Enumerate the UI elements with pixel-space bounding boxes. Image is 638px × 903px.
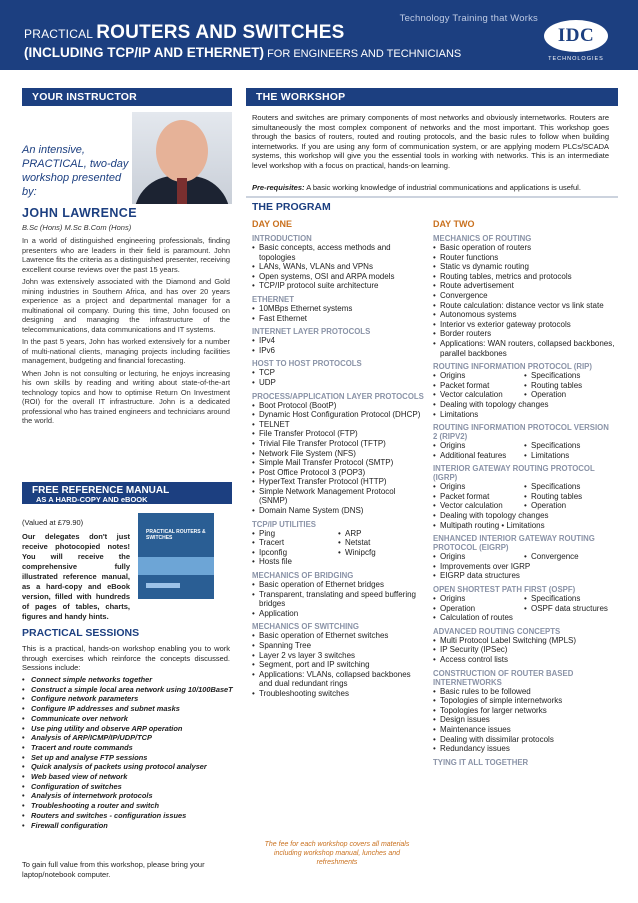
list-item: • Ping — [252, 529, 338, 539]
list-item: • IP Security (IPSec) — [433, 645, 615, 655]
list-item: • Dynamic Host Configuration Protocol (DHCP) — [252, 410, 424, 420]
list-item: • Convergence — [433, 291, 615, 301]
section-heading: INTERNET LAYER PROTOCOLS — [252, 327, 371, 337]
list-item: • UDP — [252, 378, 424, 388]
list-item: • Router functions — [433, 253, 615, 263]
list-item: • OSPF data structures — [524, 604, 615, 614]
section-heading: OPEN SHORTEST PATH FIRST (OSPF) — [433, 585, 576, 595]
list-item: • Dealing with topology changes — [433, 511, 615, 521]
list-item: • LANs, WANs, VLANs and VPNs — [252, 262, 424, 272]
list-item: • Fast Ethernet — [252, 314, 424, 324]
list-item: • Configuration of switches — [22, 782, 234, 792]
day-two-heading: DAY TWO — [433, 219, 475, 229]
list-item: • Simple Mail Transfer Protocol (SMTP) — [252, 458, 424, 468]
practical-sessions-title: PRACTICAL SESSIONS — [22, 627, 140, 639]
reference-manual-banner: FREE REFERENCE MANUAL AS A HARD-COPY AND eBOOK — [22, 482, 232, 504]
list-item: • Segment, port and IP switching — [252, 660, 424, 670]
list-item: • Spanning Tree — [252, 641, 424, 651]
list-item: • Applications: WAN routers, collapsed backbones, parallel backbones — [433, 339, 615, 358]
list-item: • Specifications — [524, 482, 615, 492]
list-item: • 10MBps Ethernet systems — [252, 304, 424, 314]
section-heading: ROUTING INFORMATION PROTOCOL (RIP) — [433, 362, 592, 372]
list-item: • Packet format — [433, 381, 524, 391]
list-item: • Web based view of network — [22, 772, 234, 782]
list-item: • Redundancy issues — [433, 744, 615, 754]
list-item: • Analysis of internetwork protocols — [22, 791, 234, 801]
list-item: • Origins — [433, 371, 524, 381]
list-item: • Additional features — [433, 451, 524, 461]
list-item: • Multipath routing • Limitations — [433, 521, 615, 531]
tagline: Technology Training that Works — [399, 13, 538, 24]
list-item: • Routing tables, metrics and protocols — [433, 272, 615, 282]
list-item: • Connect simple networks together — [22, 675, 234, 685]
list-item: • Firewall configuration — [22, 821, 234, 831]
section-heading: ETHERNET — [252, 294, 295, 304]
section-workshop: THE WORKSHOP — [246, 88, 618, 106]
divider — [246, 196, 618, 198]
list-item: • Set up and analyse FTP sessions — [22, 753, 234, 763]
list-item: • Communicate over network — [22, 714, 234, 724]
list-item: • Applications: VLANs, collapsed backbones and dual redundant rings — [252, 670, 424, 689]
prerequisites: Pre-requisites: A basic working knowledge of industrial communications and applications is useful. — [252, 183, 581, 192]
section-heading: INTRODUCTION — [252, 234, 312, 243]
list-item: • Application — [252, 609, 424, 619]
list-item: • Topologies for larger networks — [433, 706, 615, 716]
list-item: • Limitations — [524, 451, 615, 461]
list-item: • Basic operation of Ethernet switches — [252, 631, 424, 641]
list-item: • Boot Protocol (BootP) — [252, 401, 424, 411]
list-item: • Layer 2 vs layer 3 switches — [252, 651, 424, 661]
program-title: THE PROGRAM — [252, 201, 331, 213]
section-heading: MECHANICS OF BRIDGING — [252, 571, 354, 581]
list-item: • Autonomous systems — [433, 310, 615, 320]
instructor-qualifications: B.Sc (Hons) M.Sc B.Com (Hons) — [22, 223, 132, 232]
section-instructor: YOUR INSTRUCTOR — [22, 88, 232, 106]
list-item: • File Transfer Protocol (FTP) — [252, 429, 424, 439]
practical-sessions-intro: This is a practical, hands-on workshop enabling you to work through exercises which reinforce the concepts discussed. Sessions include: — [22, 644, 230, 672]
list-item: • TCP/IP protocol suite architecture — [252, 281, 424, 291]
list-item: • Netstat — [338, 538, 424, 548]
list-item: • Vector calculation — [433, 390, 524, 400]
list-item: • Ipconfig — [252, 548, 338, 558]
list-item: • Route advertisement — [433, 281, 615, 291]
list-item: • Configure IP addresses and subnet masks — [22, 704, 234, 714]
list-item: • Interior vs exterior gateway protocols — [433, 320, 615, 330]
instructor-bio: In a world of distinguished engineering professionals, finding presenters who are leaders in their field is paramount. John Lawrence fits the criteria as a distinguished presenter, receiving excellent course reviews over the past 15 years. John was extensively associated with the Diamond and Gold mining industries in Southern Africa, and has over 20 years experience as a project and departmental manager for a multinational oil company. During this time, John focused on designing and managing the infrastructure of the telecommunications, data communications and IT systems. In the past 5 years, John has worked extensively for a number of multi-national clients, managing projects including facilities management, budgeting and financial forecasting. When John is not consulting or lecturing, he enjoys increasing his own skills by reading and writing about state-of-the-art technology topics and how to optimise Return On Investment (ROI) for the overall IT infrastructure. John is a dedicated professional who has trained engineers and technicians around the world. — [22, 236, 230, 425]
section-heading: MECHANICS OF ROUTING — [433, 234, 532, 243]
list-item: • Routing tables — [524, 381, 615, 391]
list-item: • Quick analysis of packets using protocol analyser — [22, 762, 234, 772]
section-heading: TYING IT ALL TOGETHER — [433, 757, 529, 767]
list-item: • Basic concepts, access methods and topologies — [252, 243, 424, 262]
practical-sessions-footer: To gain full value from this workshop, please bring your laptop/notebook computer. — [22, 860, 205, 879]
section-heading: INTERIOR GATEWAY ROUTING PROTOCOL (IGRP) — [433, 464, 595, 483]
list-item: • Trivial File Transfer Protocol (TFTP) — [252, 439, 424, 449]
list-item: • Post Office Protocol 3 (POP3) — [252, 468, 424, 478]
list-item: • EIGRP data structures — [433, 571, 615, 581]
list-item: • Open systems, OSI and ARPA models — [252, 272, 424, 282]
list-item: • Troubleshooting switches — [252, 689, 424, 699]
list-item: • Vector calculation — [433, 501, 524, 511]
list-item: • Origins — [433, 552, 524, 562]
list-item: • Operation — [524, 390, 615, 400]
instructor-name: JOHN LAWRENCE — [22, 206, 137, 220]
instructor-photo — [132, 112, 232, 204]
list-item: • Route calculation: distance vector vs link state — [433, 301, 615, 311]
list-item: • Packet format — [433, 492, 524, 502]
section-heading: TCP/IP UTILITIES — [252, 519, 316, 529]
list-item: • Static vs dynamic routing — [433, 262, 615, 272]
manual-description: Our delegates don't just receive photocopied notes! You will receive the comprehensive fully illustrated reference manual, as a hard-copy and eBook version, filled with hundreds of pages of tables, charts, figures and handy hints. — [22, 532, 130, 621]
list-item: • HyperText Transfer Protocol (HTTP) — [252, 477, 424, 487]
list-item: • Network File System (NFS) — [252, 449, 424, 459]
workshop-description: Routers and switches are primary components of most networks and obviously internetworks. Routers are simultaneously the most complex component of networks and the most important. This workshop goes through the basics of routers, routed and routing protocols, and the basic rules to follow when building internetworks. If you are using any form of communication system, or are applying modern PLCs/SCADA systems, this workshop will give you the essential tools in working with networks. This is an intermediate level workshop with a focus on practical, hands-on learning. — [252, 113, 609, 170]
list-item: • Construct a simple local area network using 10/100BaseT — [22, 685, 234, 695]
list-item: • Configure network parameters — [22, 694, 234, 704]
list-item: • Dealing with topology changes — [433, 400, 615, 410]
section-heading: ADVANCED ROUTING CONCEPTS — [433, 626, 561, 636]
list-item: • Basic operation of routers — [433, 243, 615, 253]
fee-note: The fee for each workshop covers all materials including workshop manual, lunches and refreshments — [264, 841, 410, 866]
list-item: • IPv4 — [252, 336, 424, 346]
list-item: • Domain Name System (DNS) — [252, 506, 424, 516]
list-item: • Border routers — [433, 329, 615, 339]
list-item: • Specifications — [524, 441, 615, 451]
list-item: • Tracert — [252, 538, 338, 548]
manual-book-cover: PRACTICAL ROUTERS & SWITCHES — [138, 513, 214, 599]
intro-text: An intensive, PRACTICAL, two-day workshop presented by: — [22, 144, 129, 198]
practical-sessions-list — [22, 675, 234, 830]
page-subtitle: (INCLUDING TCP/IP AND ETHERNET) FOR ENGINEERS AND TECHNICIANS — [24, 45, 462, 60]
list-item: • Routing tables — [524, 492, 615, 502]
header-banner — [0, 0, 638, 70]
section-heading: ENHANCED INTERIOR GATEWAY ROUTING PROTOCOL (EIGRP) — [433, 534, 595, 553]
list-item: • Topologies of simple internetworks — [433, 696, 615, 706]
day-two-column — [433, 230, 615, 767]
list-item: • Specifications — [524, 594, 615, 604]
list-item: • Origins — [433, 482, 524, 492]
list-item: • Use ping utility and observe ARP operation — [22, 724, 234, 734]
list-item: • Dealing with dissimilar protocols — [433, 735, 615, 745]
list-item: • Basic rules to be followed — [433, 687, 615, 697]
list-item: • Routers and switches - configuration issues — [22, 811, 234, 821]
list-item: • Hosts file — [252, 557, 338, 567]
page-title: PRACTICAL ROUTERS AND SWITCHES — [24, 22, 345, 43]
list-item: • Calculation of routes — [433, 613, 615, 623]
list-item: • Operation — [433, 604, 524, 614]
day-one-column — [252, 230, 424, 699]
list-item: • ARP — [338, 529, 424, 539]
list-item: • Maintenance issues — [433, 725, 615, 735]
list-item: • TELNET — [252, 420, 424, 430]
section-heading: HOST TO HOST PROTOCOLS — [252, 359, 362, 369]
list-item: • Improvements over IGRP — [433, 562, 615, 572]
section-heading: MECHANICS OF SWITCHING — [252, 622, 359, 632]
section-heading: PROCESS/APPLICATION LAYER PROTOCOLS — [252, 391, 424, 401]
list-item: • Multi Protocol Label Switching (MPLS) — [433, 636, 615, 646]
manual-value: (Valued at £79.90) — [22, 518, 84, 527]
list-item: • TCP — [252, 368, 424, 378]
list-item: • Analysis of ARP/ICMP/IP/UDP/TCP — [22, 733, 234, 743]
list-item: • Winipcfg — [338, 548, 424, 558]
list-item: • Operation — [524, 501, 615, 511]
list-item: • Transparent, translating and speed buffering bridges — [252, 590, 424, 609]
section-heading: ROUTING INFORMATION PROTOCOL VERSION 2 (RIPV2) — [433, 423, 609, 442]
section-heading: CONSTRUCTION OF ROUTER BASED INTERNETWORKS — [433, 668, 574, 687]
list-item: • Access control lists — [433, 655, 615, 665]
list-item: • Convergence — [524, 552, 615, 562]
list-item: • IPv6 — [252, 346, 424, 356]
list-item: • Simple Network Management Protocol (SNMP) — [252, 487, 424, 506]
list-item: • Origins — [433, 441, 524, 451]
list-item: • Basic operation of Ethernet bridges — [252, 580, 424, 590]
list-item: • Origins — [433, 594, 524, 604]
list-item: • Specifications — [524, 371, 615, 381]
list-item: • Design issues — [433, 715, 615, 725]
list-item: • Limitations — [433, 410, 615, 420]
list-item: • Troubleshooting a router and switch — [22, 801, 234, 811]
day-one-heading: DAY ONE — [252, 219, 293, 229]
list-item: • Tracert and route commands — [22, 743, 234, 753]
idc-logo-icon: IDC TECHNOLOGIES — [540, 20, 612, 66]
